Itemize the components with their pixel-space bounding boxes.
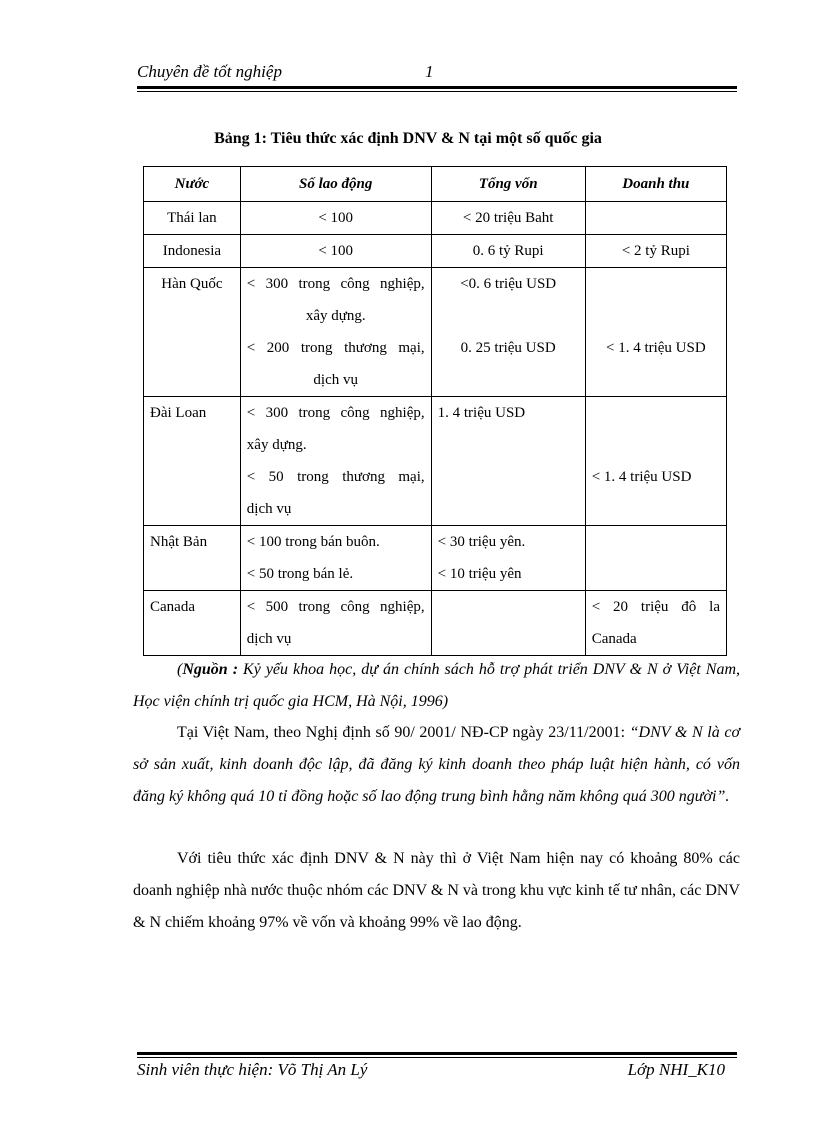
labor-line: < 50 trong bán lẻ. [246, 566, 354, 582]
revenue-cell [585, 526, 726, 591]
footer-rule-thin [137, 1057, 737, 1058]
column-header-capital: Tổng vốn [431, 167, 585, 202]
header-rule-thin [137, 91, 737, 92]
capital-line: <0. 6 triệu USD [460, 276, 557, 292]
labor-line: dịch vụ [313, 372, 358, 388]
capital-line: < 10 triệu yên [437, 566, 522, 582]
paragraph-text: Với tiêu thức xác định DNV & N này thì ở Việt Nam hiện nay có khoảng 80% các doanh nghiệp nhà nước thuộc nhóm các DNV & N và trong khu vực kinh tế tư nhân, các DNV & N chiếm khoảng 97% về vốn và khoảng 99% về lao động. [133, 850, 740, 931]
labor-line: < 500 trong công nghiệp, [246, 599, 425, 615]
labor-line: < 300 trong công nghiệp, [246, 405, 425, 421]
labor-cell [240, 526, 431, 591]
labor-line: < 50 trong thương mại, [246, 469, 425, 485]
page-footer [137, 1060, 737, 1084]
document-title: Chuyên đề tốt nghiệp [137, 62, 282, 81]
revenue-line: < 1. 4 triệu USD [605, 340, 706, 356]
capital-line: 0. 25 triệu USD [460, 340, 556, 356]
header-rule [137, 86, 737, 89]
table-row [144, 397, 727, 526]
labor-line: dịch vụ [246, 631, 292, 647]
revenue-cell [585, 202, 726, 235]
revenue-cell: < 2 tỷ Rupi [585, 235, 726, 268]
capital-cell: < 20 triệu Baht [431, 202, 585, 235]
table-caption: Bảng 1: Tiêu thức xác định DNV & N tại một số quốc gia [214, 130, 602, 147]
capital-cell [431, 591, 585, 656]
revenue-cell [585, 268, 726, 397]
revenue-line: < 20 triệu đô la [591, 599, 720, 615]
column-header-revenue: Doanh thu [585, 167, 726, 202]
country-cell: Nhật Bản [144, 526, 241, 591]
country-cell: Hàn Quốc [144, 268, 241, 397]
country-cell: Đài Loan [144, 397, 241, 526]
country-cell: Thái lan [144, 202, 241, 235]
labor-cell: < 100 [240, 202, 431, 235]
revenue-line: < 1. 4 triệu USD [591, 469, 692, 485]
column-header-labor: Số lao động [240, 167, 431, 202]
definition-quote: “DNV & N là cơ sở sản xuất, kinh doanh độc lập, đã đăng ký kinh doanh theo pháp luật hiện hành, có vốn đăng ký không quá 10 tỉ đồng hoặc số lao động trung bình hằng năm không quá 300 người”. [133, 724, 740, 805]
labor-line: < 200 trong thương mại, [246, 340, 425, 356]
revenue-cell [585, 397, 726, 526]
table-header-row [144, 167, 727, 202]
labor-line: xây dựng. [246, 437, 307, 453]
source-text: Kỷ yếu khoa học, dự án chính sách hỗ trợ phát triển DNV & N ở Việt Nam, Học viện chính trị quốc gia HCM, Hà Nội, 1996 [133, 661, 741, 710]
capital-line: < 30 triệu yên. [437, 534, 526, 550]
table-row [144, 526, 727, 591]
source-citation: (Nguồn : Kỷ yếu khoa học, dự án chính sách hỗ trợ phát triển DNV & N ở Việt Nam, Học viện chính trị quốc gia HCM, Hà Nội, 1996) [133, 661, 741, 710]
footer-rule [137, 1052, 737, 1055]
labor-cell [240, 397, 431, 526]
page-header [137, 62, 737, 86]
capital-cell: 0. 6 tỷ Rupi [431, 235, 585, 268]
criteria-table [143, 166, 727, 656]
footer-class: Lớp NHI_K10 [627, 1060, 725, 1079]
labor-cell [240, 268, 431, 397]
capital-line: 1. 4 triệu USD [437, 405, 526, 421]
table-row [144, 235, 727, 268]
labor-line: < 100 trong bán buôn. [246, 534, 380, 550]
paragraph-definition [133, 717, 740, 813]
country-cell: Indonesia [144, 235, 241, 268]
page-number: 1 [425, 62, 434, 81]
paragraph-intro: Tại Việt Nam, theo Nghị định số 90/ 2001/ NĐ-CP ngày 23/11/2001: [177, 724, 630, 741]
labor-line: < 300 trong công nghiệp, [246, 276, 425, 292]
capital-cell [431, 397, 585, 526]
paragraph-statistics [133, 843, 740, 939]
country-cell: Canada [144, 591, 241, 656]
labor-line: dịch vụ [246, 501, 292, 517]
revenue-line: Canada [591, 631, 637, 647]
revenue-cell [585, 591, 726, 656]
capital-cell [431, 268, 585, 397]
table-row [144, 268, 727, 397]
table-row [144, 202, 727, 235]
labor-cell [240, 591, 431, 656]
labor-line: xây dựng. [305, 308, 366, 324]
column-header-country: Nước [144, 167, 241, 202]
footer-author: Sinh viên thực hiện: Võ Thị An Lý [137, 1060, 368, 1079]
capital-cell [431, 526, 585, 591]
labor-cell: < 100 [240, 235, 431, 268]
table-row [144, 591, 727, 656]
source-label: Nguồn : [182, 661, 239, 678]
